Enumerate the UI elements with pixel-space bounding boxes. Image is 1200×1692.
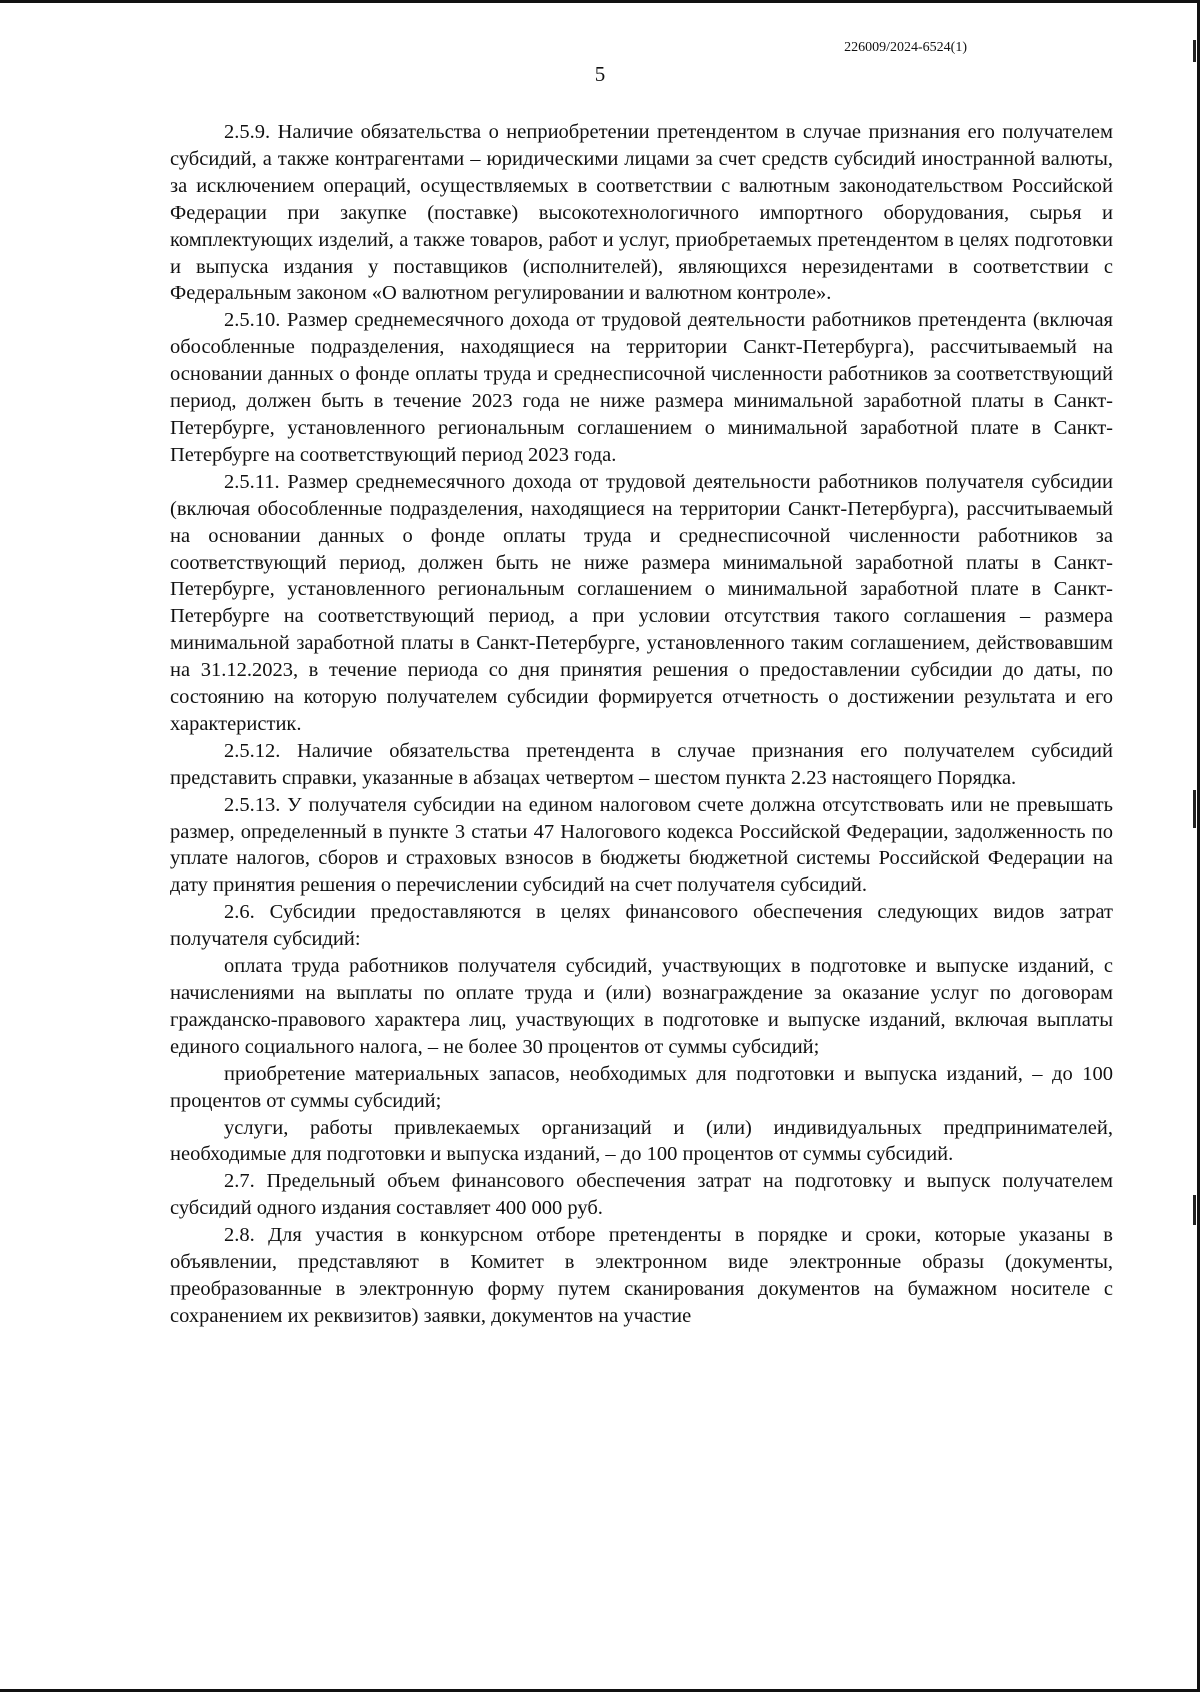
document-registration-number: 226009/2024-6524(1) [844, 40, 967, 55]
list-item-services: услуги, работы привлекаемых организаций и (или) индивидуальных предпринимателей, необходимые для подготовки и выпуска изданий, – до 100 процентов от суммы субсидий. [170, 1116, 1113, 1166]
paragraph-2-5-11: 2.5.11. Размер среднемесячного дохода от трудовой деятельности работников получателя субсидии (включая обособленные подразделения, находящиеся на территории Санкт-Петербурга), рассчитываемый на основании данных о фонде оплаты труда и среднесписочной численности работников за соответствующий период, должен быть не ниже размера минимальной заработной платы в Санкт-Петербурге, установленного региональным соглашением о минимальной заработной плате в Санкт-Петербурге на соответствующий период, а при условии отсутствия такого соглашения – размера минимальной заработной платы в Санкт-Петербурге, установленного таким соглашением, действовавшим на 31.12.2023, в течение периода со дня принятия решения о предоставлении субсидии до даты, по состоянию на которую получателем субсидии формируется отчетность о достижении результата и его характеристик. [170, 470, 1113, 735]
paragraph-2-6: 2.6. Субсидии предоставляются в целях финансового обеспечения следующих видов затрат получателя субсидий: [170, 901, 1113, 951]
scan-border-top [0, 0, 1200, 3]
list-item-materials: приобретение материальных запасов, необходимых для подготовки и выпуска изданий, – до 100 процентов от суммы субсидий; [170, 1062, 1113, 1112]
paragraph-2-5-9: 2.5.9. Наличие обязательства о неприобретении претендентом в случае признания его получателем субсидий, а также контрагентами – юридическими лицами за счет средств субсидий иностранной валюты, за исключением операций, осуществляемых в соответствии с валютным законодательством Российской Федерации при закупке (поставке) высокотехнологичного импортного оборудования, сырья и комплектующих изделий, а также товаров, работ и услуг, приобретаемых претендентом в целях подготовки и выпуска издания у поставщиков (исполнителей), являющихся нерезидентами в соответствии с Федеральным законом «О валютном регулировании и валютном контроле». [170, 121, 1113, 305]
paragraph-2-7: 2.7. Предельный объем финансового обеспечения затрат на подготовку и выпуск получателем субсидий одного издания составляет 400 000 руб. [170, 1170, 1113, 1220]
page-number: 5 [594, 62, 606, 86]
scan-edge-mark [1193, 1195, 1196, 1225]
paragraph-2-5-12: 2.5.12. Наличие обязательства претендента в случае признания его получателем субсидий представить справки, указанные в абзацах четвертом – шестом пункта 2.23 настоящего Порядка. [170, 739, 1113, 789]
document-body [170, 119, 1113, 1330]
paragraph-2-8: 2.8. Для участия в конкурсном отборе претенденты в порядке и сроки, которые указаны в объявлении, представляют в Комитет в электронном виде электронные образы (документы, преобразованные в электронную форму путем сканирования документов на бумажном носителе с сохранением их реквизитов) заявки, документов на участие [170, 1224, 1113, 1327]
paragraph-2-5-13: 2.5.13. У получателя субсидии на едином налоговом счете должна отсутствовать или не превышать размер, определенный в пункте 3 статьи 47 Налогового кодекса Российской Федерации, задолженность по уплате налогов, сборов и страховых взносов в бюджеты бюджетной системы Российской Федерации на дату принятия решения о перечислении субсидий на счет получателя субсидий. [170, 793, 1113, 897]
scan-edge-mark [1193, 790, 1196, 828]
list-item-labor-costs: оплата труда работников получателя субсидий, участвующих в подготовке и выпуске изданий, с начислениями на выплаты по оплате труда и (или) вознаграждение за оказание услуг по договорам гражданско-правового характера лиц, участвующих в подготовке и выпуске изданий, включая выплаты единого социального налога, – не более 30 процентов от суммы субсидий; [170, 955, 1113, 1058]
paragraph-2-5-10: 2.5.10. Размер среднемесячного дохода от трудовой деятельности работников претендента (включая обособленные подразделения, находящиеся на территории Санкт-Петербурга), рассчитываемый на основании данных о фонде оплаты труда и среднесписочной численности работников за соответствующий период, должен быть в течение 2023 года не ниже размера минимальной заработной платы в Санкт-Петербурге, установленного региональным соглашением о минимальной заработной плате в Санкт-Петербурге на соответствующий период 2023 года. [170, 309, 1113, 466]
scan-edge-mark [1193, 40, 1196, 62]
